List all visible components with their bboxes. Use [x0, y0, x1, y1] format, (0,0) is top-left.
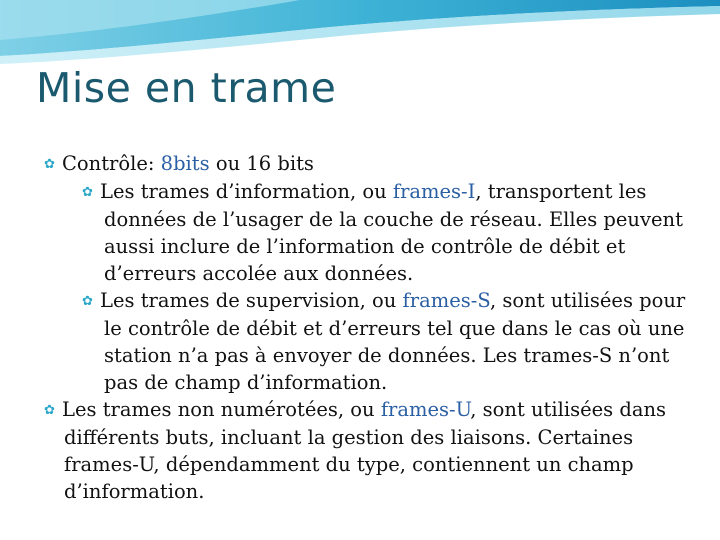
slide-title: Mise en trame: [36, 64, 337, 112]
bullet-icon: ✿: [82, 294, 93, 309]
slide-body: [44, 150, 694, 505]
bullet-icon: ✿: [44, 157, 55, 172]
bullet-icon: ✿: [82, 185, 93, 200]
bullet-item: ✿ Les trames d’information, ou frames-I, transportent les données de l’usager de la couche de réseau. Elles peuvent aussi inclure de l’information de contrôle de débit et d’erreurs accolée aux données.: [82, 180, 683, 285]
bullet-item: ✿ Les trames de supervision, ou frames-S, sont utilisées pour le contrôle de débit et d’erreurs tel que dans le cas où une station n’a pas à envoyer de données. Les trames-S n’ont pas de champ d’information.: [82, 289, 686, 394]
bullet-item: ✿ Contrôle: 8bits ou 16 bits: [44, 150, 694, 178]
header-wave-decoration: [0, 0, 720, 70]
bullet-icon: ✿: [44, 403, 55, 418]
bullet-item: ✿ Les trames non numérotées, ou frames-U, sont utilisées dans différents buts, incluant la gestion des liaisons. Certaines frames-U, dépendamment du type, contiennent un champ d’information.: [44, 398, 667, 503]
